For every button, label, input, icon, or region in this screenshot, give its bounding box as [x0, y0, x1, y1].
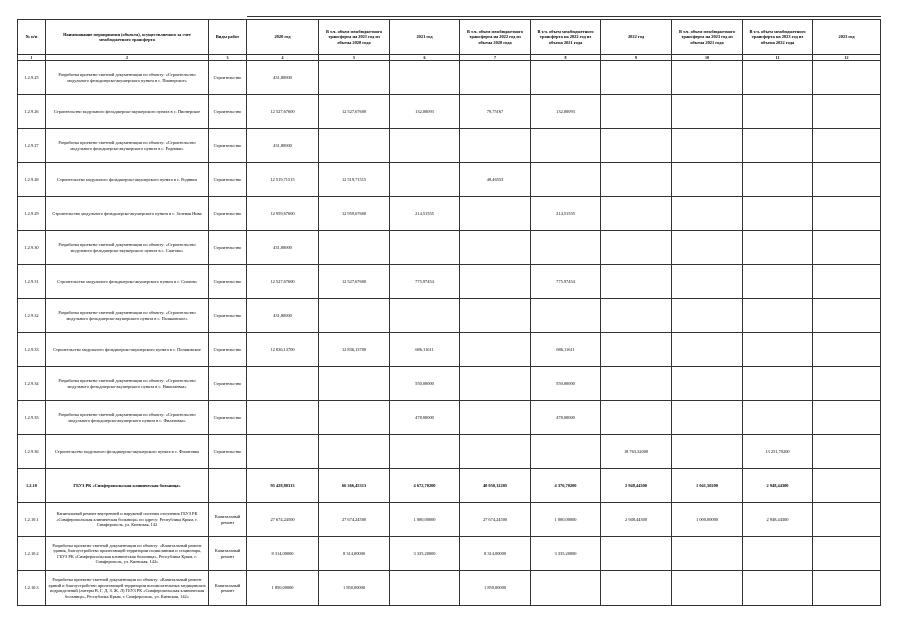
row-value [672, 95, 743, 129]
column-number: 5 [319, 55, 390, 61]
row-value [601, 401, 672, 435]
table-row [18, 367, 881, 401]
row-name: Строительство модульного фельдшерско-акушерского пункта в с. Спатово [46, 265, 209, 299]
row-number: 1.2.9.29 [18, 197, 46, 231]
row-value: 775,97454 [531, 265, 601, 299]
table-row [18, 435, 881, 469]
column-number: 3 [209, 55, 247, 61]
row-value [743, 333, 813, 367]
header-2021-from-2020: В т.ч. объем межбюджетного трансферта на 2021 год из объема 2020 года [319, 20, 390, 55]
row-value [743, 299, 813, 333]
row-value: 132,00093 [390, 95, 460, 129]
row-value: 2 948,44300 [743, 503, 813, 537]
row-number: 1.2.9.35 [18, 401, 46, 435]
row-value [531, 163, 601, 197]
row-value: 3 335,20000 [531, 537, 601, 571]
row-value [813, 333, 881, 367]
row-work-type [209, 469, 247, 503]
row-value [743, 571, 813, 606]
row-value [460, 435, 531, 469]
row-value [460, 299, 531, 333]
row-value [813, 129, 881, 163]
row-value [531, 435, 601, 469]
row-value [813, 503, 881, 537]
row-value: 4 672,70200 [390, 469, 460, 503]
table-row [18, 95, 881, 129]
row-name: Разработка проектно-сметной документации по объекту: «Строительство модульного фельдшерско-акушерского пункта в с. Филатовка» [46, 401, 209, 435]
row-value [813, 299, 881, 333]
header-2022: 2022 год [601, 20, 672, 55]
row-value [813, 265, 881, 299]
table-body [18, 61, 881, 606]
row-value [601, 265, 672, 299]
row-work-type: Строительство [209, 231, 247, 265]
row-value [531, 231, 601, 265]
row-value [813, 571, 881, 606]
row-value: 431,80000 [247, 231, 319, 265]
row-value [390, 435, 460, 469]
row-value: 1 000,00000 [672, 503, 743, 537]
row-name: Разработка проектно-сметной документации по объекту: «Строительство модульного фельдшерско-акушерского пункта в с. Поляковское» [46, 299, 209, 333]
row-work-type: Капитальный ремонт [209, 571, 247, 606]
row-value: 3 335,20000 [390, 537, 460, 571]
row-value [743, 401, 813, 435]
row-value: 12 836,13700 [319, 333, 390, 367]
row-value [460, 401, 531, 435]
row-value [460, 197, 531, 231]
row-number: 1.2.9.27 [18, 129, 46, 163]
row-work-type: Строительство [209, 367, 247, 401]
table-group-row [18, 469, 881, 503]
row-number: 1.2.9.33 [18, 333, 46, 367]
row-value [813, 367, 881, 401]
row-name: Капитальный ремонт внутренней и наружной системы отопления ГБУЗ РК «Симферопольская клиническая больница» по адресу: Республика Крым, г. Симферополь, ул. Киевская, 142 [46, 503, 209, 537]
row-work-type: Строительство [209, 401, 247, 435]
row-value [601, 571, 672, 606]
row-value [672, 367, 743, 401]
row-number: 1.2.9.34 [18, 367, 46, 401]
row-value: 27 674,24500 [460, 503, 531, 537]
row-value [672, 163, 743, 197]
row-value: 2 948,44300 [743, 469, 813, 503]
row-value [601, 95, 672, 129]
row-value: 1 041,50200 [672, 469, 743, 503]
row-work-type: Капитальный ремонт [209, 503, 247, 537]
column-number: 10 [672, 55, 743, 61]
row-number: 1.2.9.32 [18, 299, 46, 333]
row-value [601, 333, 672, 367]
row-name: Разработка проектно-сметной документации по объекту: «Строительство модульного фельдшерско-акушерского пункта в с. Пионерское» [46, 61, 209, 95]
table-row [18, 401, 881, 435]
row-value: 550,00000 [390, 367, 460, 401]
row-value: 12 527,67600 [247, 265, 319, 299]
table-row [18, 231, 881, 265]
row-value: 27 674,24500 [319, 503, 390, 537]
row-number: 1.2.10 [18, 469, 46, 503]
header-2023-from-2022: В т.ч. объем межбюджетного трансферта на 2023 год из объема 2022 года [743, 20, 813, 55]
row-work-type: Строительство [209, 435, 247, 469]
row-value: 8 314,00000 [319, 537, 390, 571]
row-work-type: Строительство [209, 265, 247, 299]
row-value [319, 299, 390, 333]
row-value [531, 129, 601, 163]
row-value [601, 197, 672, 231]
row-value [460, 129, 531, 163]
row-name: Строительство модульного фельдшерско-акушерского пункта в с. Филатовка [46, 435, 209, 469]
row-value: 12 959,67600 [319, 197, 390, 231]
row-value [813, 401, 881, 435]
row-value [743, 95, 813, 129]
row-name: Разработка проектно-сметной документации по объекту: «Капитальный ремонт здания, благоустройство прилегающей территории поликлиники и стационара, ГБУЗ РК «Симферопольская клиническая больница», Республика Крым, г. Симферополь, ул. Киевская, 142» [46, 537, 209, 571]
row-value: 40 050,12205 [460, 469, 531, 503]
row-number: 1.2.10.3 [18, 571, 46, 606]
row-work-type: Строительство [209, 95, 247, 129]
row-value [743, 129, 813, 163]
row-value [531, 61, 601, 95]
row-number: 1.2.9.31 [18, 265, 46, 299]
row-value [743, 367, 813, 401]
row-value [531, 571, 601, 606]
row-value [672, 265, 743, 299]
row-value: 12 959,67600 [247, 197, 319, 231]
table-row [18, 299, 881, 333]
row-value: 1 850,00000 [460, 571, 531, 606]
row-value: 431,80000 [247, 61, 319, 95]
row-work-type: Строительство [209, 299, 247, 333]
row-value [390, 571, 460, 606]
column-number: 4 [247, 55, 319, 61]
row-number: 1.2.10.1 [18, 503, 46, 537]
row-value [743, 537, 813, 571]
table-row [18, 571, 881, 606]
row-value [672, 537, 743, 571]
header-2022-from-2020: В т.ч. объем межбюджетного трансферта на 2022 год из объема 2020 года [460, 20, 531, 55]
row-value: 95 428,80313 [247, 469, 319, 503]
row-name: Разработка проектно-сметной документации по объекту: «Строительство модульного фельдшерско-акушерского пункта в с. Спатово» [46, 231, 209, 265]
header-row [18, 20, 881, 55]
row-value [319, 129, 390, 163]
row-value [319, 367, 390, 401]
row-value [672, 197, 743, 231]
row-value [813, 163, 881, 197]
row-value [672, 129, 743, 163]
row-value: 2 948,44300 [601, 503, 672, 537]
header-type: Виды работ [209, 20, 247, 55]
row-value [672, 61, 743, 95]
row-value: 27 674,24500 [247, 503, 319, 537]
row-value: 550,00000 [531, 367, 601, 401]
row-value [319, 231, 390, 265]
row-value [601, 61, 672, 95]
row-value [813, 537, 881, 571]
row-value: 12 519,71515 [247, 163, 319, 197]
table-row [18, 163, 881, 197]
row-value [813, 95, 881, 129]
row-value: 48,46553 [460, 163, 531, 197]
row-name: Строительство модульного фельдшерско-акушерского пункта в с. Пионерское [46, 95, 209, 129]
row-value [743, 197, 813, 231]
row-value [247, 367, 319, 401]
row-value [672, 435, 743, 469]
row-value [813, 435, 881, 469]
row-value: 66 366,45313 [319, 469, 390, 503]
row-value: 132,00093 [531, 95, 601, 129]
row-value: 18 763,32000 [601, 435, 672, 469]
row-value: 8 314,00000 [460, 537, 531, 571]
table-row [18, 61, 881, 95]
row-work-type: Строительство [209, 163, 247, 197]
row-work-type: Строительство [209, 129, 247, 163]
header-2022-from-2021: В т.ч. объем межбюджетного трансферта на 2022 год из объема 2021 года [531, 20, 601, 55]
header-no: № п/п [18, 20, 46, 55]
row-value [390, 129, 460, 163]
row-value [460, 333, 531, 367]
table-row [18, 537, 881, 571]
row-value [601, 367, 672, 401]
row-number: 1.2.9.26 [18, 95, 46, 129]
row-work-type: Строительство [209, 197, 247, 231]
row-value: 1 000,00000 [531, 503, 601, 537]
row-value: 12 836,13700 [247, 333, 319, 367]
row-value [743, 163, 813, 197]
header-2021: 2021 год [390, 20, 460, 55]
row-value: 12 519,71515 [319, 163, 390, 197]
table-row [18, 503, 881, 537]
budget-table [17, 16, 881, 606]
header-2023-from-2021: В т.ч. объем межбюджетного трансферта на 2023 год из объема 2021 года [672, 20, 743, 55]
row-work-type: Строительство [209, 333, 247, 367]
row-name: Разработка проектно-сметной документации по объекту: «Строительство модульного фельдшерско-акушерского пункта в с. Родники» [46, 129, 209, 163]
row-value: 431,80000 [247, 129, 319, 163]
row-number: 1.2.9.25 [18, 61, 46, 95]
row-work-type: Капитальный ремонт [209, 537, 247, 571]
row-value: 1 850,00000 [247, 571, 319, 606]
row-value: 8 314,00000 [247, 537, 319, 571]
row-value [390, 163, 460, 197]
row-value: 775,97454 [390, 265, 460, 299]
row-work-type: Строительство [209, 61, 247, 95]
row-value [601, 163, 672, 197]
column-number: 11 [743, 55, 813, 61]
row-value [319, 61, 390, 95]
row-value [601, 299, 672, 333]
column-number: 2 [46, 55, 209, 61]
header-name: Наименование мероприятия (объекта), осуществляемого за счет межбюджетного трансферта [46, 20, 209, 55]
row-value [672, 231, 743, 265]
row-value: 79,75167 [460, 95, 531, 129]
header-2020: 2020 год [247, 20, 319, 55]
row-value [743, 61, 813, 95]
row-value: 12 527,67600 [319, 95, 390, 129]
column-number: 12 [813, 55, 881, 61]
column-number: 6 [390, 55, 460, 61]
row-value [672, 571, 743, 606]
row-number: 1.2.9.36 [18, 435, 46, 469]
row-value [390, 299, 460, 333]
row-value [247, 435, 319, 469]
row-name: ГБУЗ РК «Симферопольская клиническая больница» [46, 469, 209, 503]
row-value: 214,51555 [390, 197, 460, 231]
row-value [672, 333, 743, 367]
table-row [18, 129, 881, 163]
row-value [601, 231, 672, 265]
row-name: Разработка проектно-сметной документации по объекту: «Строительство модульного фельдшерско-акушерского пункта в с. Николаевка» [46, 367, 209, 401]
row-value: 13 251,70200 [743, 435, 813, 469]
row-value: 431,80000 [247, 299, 319, 333]
row-value [743, 265, 813, 299]
row-value [319, 435, 390, 469]
column-number: 9 [601, 55, 672, 61]
row-value [672, 299, 743, 333]
table-row [18, 333, 881, 367]
row-name: Строительство модульного фельдшерско-акушерского пункта в с. Зеленая Нива [46, 197, 209, 231]
row-value [460, 61, 531, 95]
row-value: 686,11611 [390, 333, 460, 367]
column-number: 8 [531, 55, 601, 61]
column-number: 7 [460, 55, 531, 61]
row-value [247, 401, 319, 435]
row-value [601, 537, 672, 571]
row-value: 1 850,00000 [319, 571, 390, 606]
row-value [672, 401, 743, 435]
row-value: 2 948,44300 [601, 469, 672, 503]
row-value [390, 61, 460, 95]
row-name: Строительство модульного фельдшерско-акушерского пункта в с. Поляковское [46, 333, 209, 367]
row-value [319, 401, 390, 435]
row-value: 686,11611 [531, 333, 601, 367]
table-row [18, 197, 881, 231]
row-name: Разработка проектно-сметной документации по объекту: «Капитальный ремонт зданий и благоустройство прилегающей территории вспомогательных медицинских подразделений (литеры В, Г, Д, З, Ж, Л) ГБУЗ РК «Симферопольская клиническая больница», Республика Крым, г. Симферополь, ул. Киевская, 142» [46, 571, 209, 606]
row-value: 1 000,00000 [390, 503, 460, 537]
row-number: 1.2.9.28 [18, 163, 46, 197]
header-2023: 2023 год [813, 20, 881, 55]
row-value [813, 231, 881, 265]
row-value [531, 299, 601, 333]
row-number: 1.2.9.30 [18, 231, 46, 265]
row-value [390, 231, 460, 265]
row-name: Строительство модульного фельдшерско-акушерского пункта в с. Родники [46, 163, 209, 197]
row-value: 12 527,67600 [319, 265, 390, 299]
row-value: 478,00000 [390, 401, 460, 435]
row-number: 1.2.10.2 [18, 537, 46, 571]
row-value [813, 197, 881, 231]
row-value [813, 469, 881, 503]
row-value: 4 376,70200 [531, 469, 601, 503]
row-value [460, 367, 531, 401]
row-value: 12 527,67600 [247, 95, 319, 129]
row-value [743, 231, 813, 265]
row-value: 478,00000 [531, 401, 601, 435]
column-number: 1 [18, 55, 46, 61]
row-value [460, 231, 531, 265]
table-row [18, 265, 881, 299]
row-value [813, 61, 881, 95]
row-value: 214,51555 [531, 197, 601, 231]
row-value [601, 129, 672, 163]
row-value [460, 265, 531, 299]
